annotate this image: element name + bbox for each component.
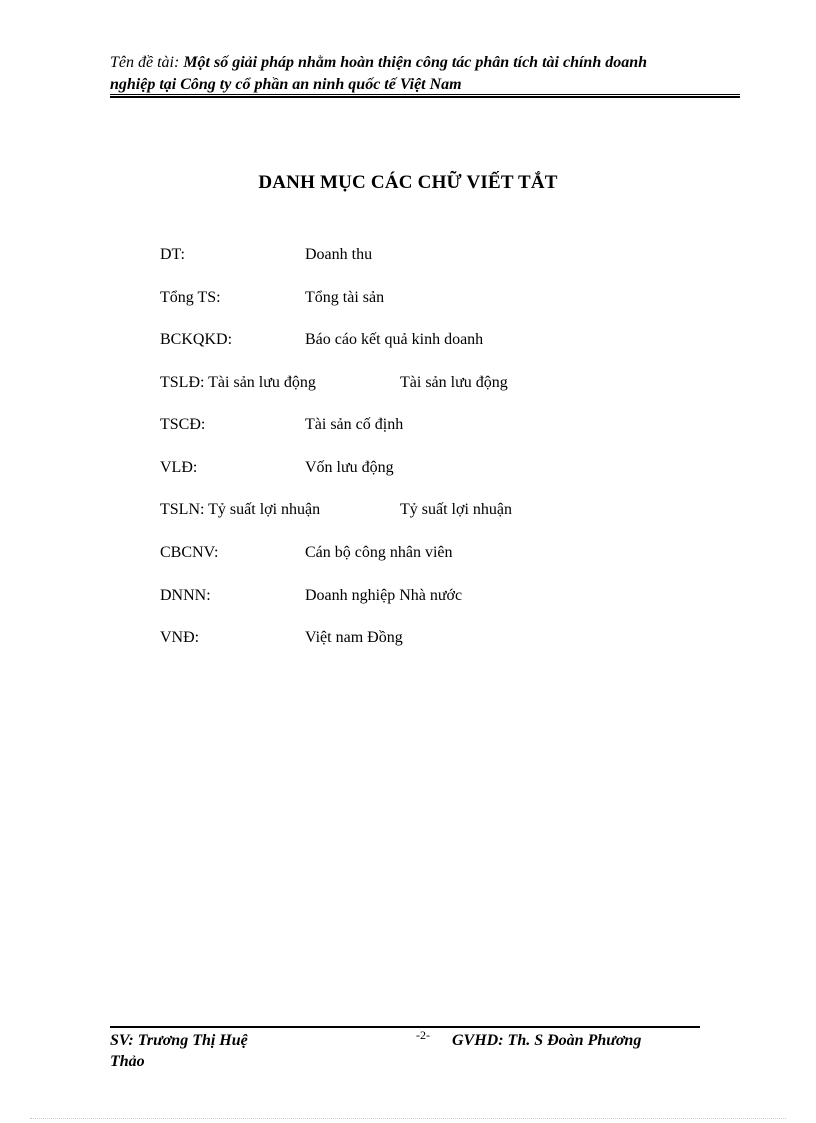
header-prefix: Tên đề tài: — [110, 54, 184, 71]
page-number: -2- — [416, 1028, 430, 1042]
abbr-term: Tổng TS: — [160, 289, 221, 306]
abbr-meaning: Tài sản lưu động — [400, 374, 508, 391]
abbr-term: CBCNV: — [160, 544, 219, 561]
footer-rule — [110, 1026, 700, 1028]
abbr-term: VNĐ: — [160, 629, 200, 646]
abbr-term: BCKQKD: — [160, 331, 233, 348]
footer-advisor: GVHD: Th. S Đoàn Phương — [452, 1032, 642, 1049]
abbr-term: DNNN: — [160, 587, 211, 604]
page-header — [110, 52, 740, 96]
header-title-line-2: nghiệp tại Công ty cổ phần an ninh quốc tế Việt Nam — [110, 76, 462, 93]
abbr-term: DT: — [160, 246, 185, 263]
abbr-term: TSLĐ: Tài sản lưu động — [160, 374, 316, 391]
abbr-meaning: Tổng tài sản — [305, 289, 385, 306]
abbr-term: TSLN: Tỷ suất lợi nhuận — [160, 501, 321, 518]
header-line-1 — [110, 52, 740, 74]
abbr-meaning: Tài sản cố định — [305, 416, 404, 433]
abbr-meaning: Cán bộ công nhân viên — [305, 544, 453, 561]
abbr-meaning: Việt nam Đồng — [305, 629, 403, 646]
page-title: DANH MỤC CÁC CHỮ VIẾT TẮT — [258, 172, 558, 193]
header-title-line-1: Một số giải pháp nhằm hoàn thiện công tác phân tích tài chính doanh — [183, 54, 648, 71]
abbr-meaning: Doanh nghiệp Nhà nước — [305, 587, 463, 604]
abbr-term: VLĐ: — [160, 459, 198, 476]
abbr-term: TSCĐ: — [160, 416, 206, 433]
abbr-meaning: Vốn lưu động — [305, 459, 394, 476]
abbr-meaning: Doanh thu — [305, 246, 373, 263]
abbr-meaning: Báo cáo kết quả kinh doanh — [305, 331, 484, 348]
footer-student-line-1: SV: Trương Thị Huệ — [110, 1032, 248, 1049]
footer-student-line-2: Thảo — [110, 1053, 145, 1070]
header-rule-thin — [110, 94, 740, 95]
page-bottom-dotted-border — [30, 1118, 786, 1119]
abbr-meaning: Tỷ suất lợi nhuận — [400, 501, 512, 518]
header-rule-thick — [110, 96, 740, 98]
